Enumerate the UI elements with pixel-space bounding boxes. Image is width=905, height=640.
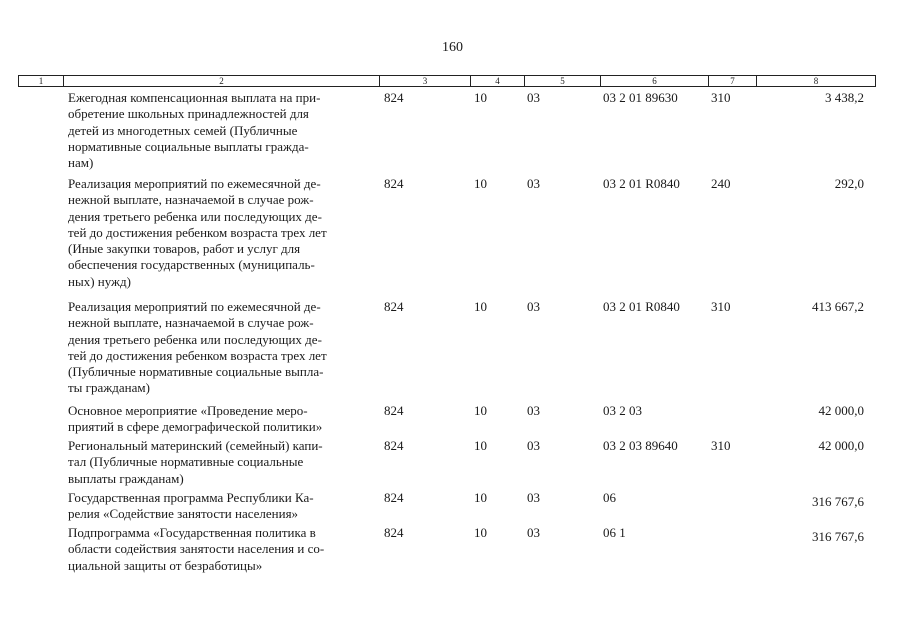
item-name-line: Ежегодная компенсационная выплата на при- — [68, 90, 321, 105]
table-header — [18, 75, 876, 87]
item-name-line: (Публичные нормативные социальные выпла- — [68, 364, 324, 380]
section-code: 10 — [474, 438, 487, 453]
item-name-line: нежной выплате, назначаемой в случае рож- — [68, 315, 314, 331]
item-name-line: (Иные закупки товаров, работ и услуг для — [68, 241, 301, 257]
header-cell-7: 7 — [709, 76, 757, 86]
subsection-code: 03 — [527, 438, 540, 453]
item-name-line: Подпрограмма «Государственная политика в — [68, 525, 316, 540]
header-cell-3: 3 — [380, 76, 471, 86]
section-code: 10 — [474, 525, 487, 540]
amount: 3 438,2 — [825, 90, 864, 105]
item-name-line: циальной защиты от безработицы» — [68, 557, 263, 573]
item-name-line: ных) нужд) — [68, 273, 131, 289]
item-name-line: дения третьего ребенка или последующих де- — [68, 331, 322, 347]
amount: 316 767,6 — [812, 494, 864, 509]
section-code: 10 — [474, 176, 487, 191]
expense-type-code: 240 — [711, 176, 731, 191]
target-article-code: 06 — [603, 490, 616, 505]
section-code: 10 — [474, 299, 487, 314]
section-code: 10 — [474, 403, 487, 418]
item-name-line: выплаты гражданам) — [68, 470, 184, 486]
amount: 316 767,6 — [812, 529, 864, 544]
target-article-code: 03 2 03 — [603, 403, 642, 418]
header-cell-5: 5 — [525, 76, 601, 86]
item-name — [68, 299, 373, 397]
target-article-code: 03 2 03 89640 — [603, 438, 678, 453]
header-cell-4: 4 — [471, 76, 525, 86]
ministry-code: 824 — [384, 90, 404, 105]
target-article-code: 03 2 01 R0840 — [603, 299, 680, 314]
target-article-code: 03 2 01 R0840 — [603, 176, 680, 191]
ministry-code: 824 — [384, 403, 404, 418]
header-cell-6: 6 — [601, 76, 709, 86]
subsection-code: 03 — [527, 403, 540, 418]
page-number: 160 — [442, 40, 463, 55]
ministry-code: 824 — [384, 299, 404, 314]
header-cell-1: 1 — [19, 76, 64, 86]
item-name-line: детей из многодетных семей (Публичные — [68, 122, 298, 138]
expense-type-code: 310 — [711, 438, 731, 453]
ministry-code: 824 — [384, 525, 404, 540]
item-name-line: нежной выплате, назначаемой в случае рож- — [68, 192, 314, 208]
item-name-line: обретение школьных принадлежностей для — [68, 106, 309, 122]
section-code: 10 — [474, 490, 487, 505]
ministry-code: 824 — [384, 490, 404, 505]
item-name-line: ты гражданам) — [68, 380, 150, 396]
item-name-line: тей до достижения ребенком возраста трех лет — [68, 347, 327, 363]
item-name-line: Региональный материнский (семейный) капи- — [68, 438, 323, 453]
subsection-code: 03 — [527, 176, 540, 191]
item-name-line: обеспечения государственных (муниципаль- — [68, 257, 315, 273]
item-name-line: нормативные социальные выплаты гражда- — [68, 138, 309, 154]
amount: 42 000,0 — [818, 403, 864, 418]
item-name-line: нам) — [68, 155, 94, 171]
item-name — [68, 90, 373, 171]
item-name-line: области содействия занятости населения и со- — [68, 541, 325, 557]
item-name-line: Государственная программа Республики Ка- — [68, 490, 314, 505]
item-name-line: Основное мероприятие «Проведение меро- — [68, 403, 308, 418]
item-name-line: Реализация мероприятий по ежемесячной де- — [68, 299, 321, 314]
target-article-code: 03 2 01 89630 — [603, 90, 678, 105]
item-name-line: приятий в сфере демографической политики» — [68, 419, 323, 435]
item-name — [68, 403, 373, 436]
item-name-line: Реализация мероприятий по ежемесячной де- — [68, 176, 321, 191]
subsection-code: 03 — [527, 90, 540, 105]
expense-type-code: 310 — [711, 299, 731, 314]
item-name — [68, 525, 373, 574]
target-article-code: 06 1 — [603, 525, 626, 540]
header-cell-8: 8 — [813, 76, 819, 86]
item-name-line: релия «Содействие занятости населения» — [68, 506, 299, 522]
item-name-line: тал (Публичные нормативные социальные — [68, 454, 304, 470]
subsection-code: 03 — [527, 299, 540, 314]
item-name — [68, 490, 373, 523]
subsection-code: 03 — [527, 525, 540, 540]
section-code: 10 — [474, 90, 487, 105]
item-name — [68, 438, 373, 487]
amount: 413 667,2 — [812, 299, 864, 314]
ministry-code: 824 — [384, 438, 404, 453]
header-cell-2: 2 — [64, 76, 380, 86]
item-name-line: тей до достижения ребенком возраста трех лет — [68, 224, 327, 240]
item-name — [68, 176, 373, 290]
subsection-code: 03 — [527, 490, 540, 505]
expense-type-code: 310 — [711, 90, 731, 105]
amount: 292,0 — [834, 176, 864, 191]
item-name-line: дения третьего ребенка или последующих де- — [68, 208, 322, 224]
amount: 42 000,0 — [818, 438, 864, 453]
ministry-code: 824 — [384, 176, 404, 191]
